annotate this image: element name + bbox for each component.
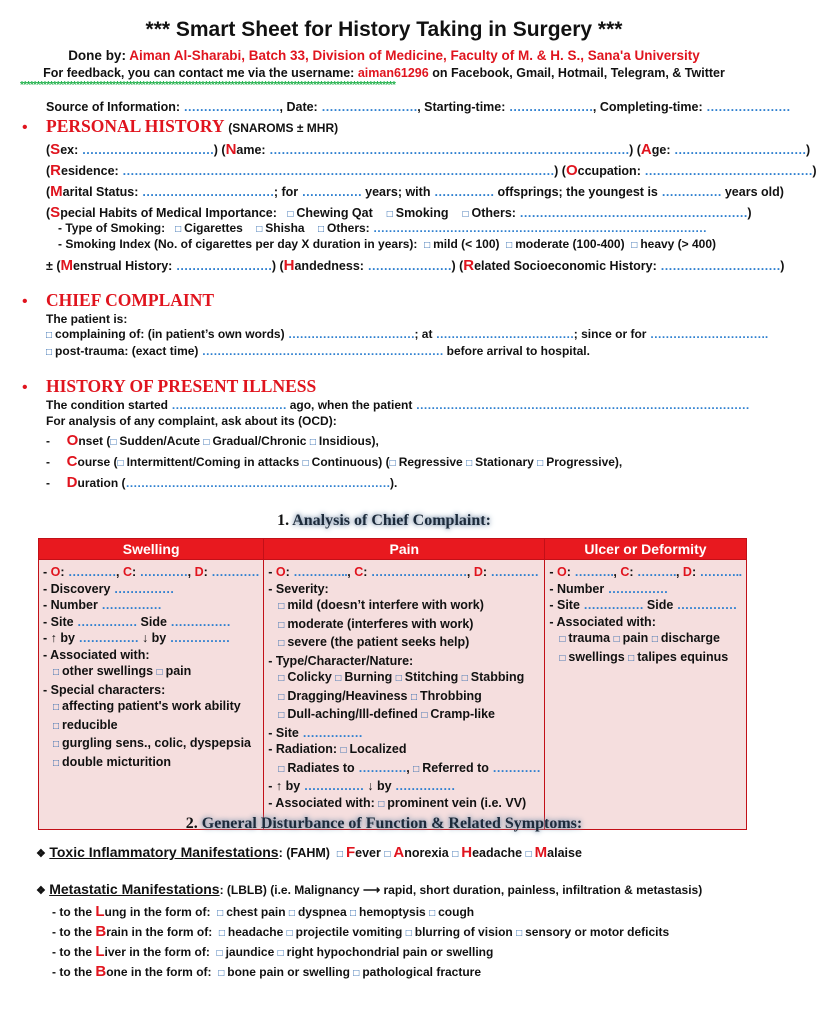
arrow-down-icon: ↓ — [367, 779, 374, 793]
checkbox-icon[interactable]: □ — [613, 634, 620, 645]
bone-label: one in the form of: — [106, 965, 212, 979]
author-name: Aiman Al-Sharabi, Batch 33, Division of Medicine, Faculty of M. & H. S., Sana'a University — [129, 48, 700, 63]
diamond-bullet-icon: ❖ — [36, 885, 46, 897]
residence-label: esidence: — [61, 164, 119, 178]
checkbox-icon[interactable]: □ — [110, 437, 117, 448]
brain-label: rain in the form of: — [106, 925, 213, 939]
checkbox-icon[interactable]: □ — [156, 667, 163, 678]
liver-pre: - to the — [52, 945, 92, 959]
menstrual-label: enstrual History: — [73, 259, 173, 273]
personal-heading-text: PERSONAL HISTORY — [46, 116, 224, 136]
checkbox-icon[interactable]: □ — [466, 458, 473, 469]
sudden-option: Sudden/Acute — [119, 434, 201, 448]
checkbox-icon[interactable]: □ — [53, 757, 60, 769]
checkbox-icon[interactable]: □ — [384, 849, 391, 860]
trauma-option: trauma — [568, 631, 611, 645]
patient-is-label: The patient is: — [46, 312, 128, 326]
checkbox-icon[interactable]: □ — [278, 638, 285, 649]
liver-line: - to the Liver in the form of: □ jaundice □ right hypochondrial pain or swelling — [52, 943, 494, 960]
pain-site: - Site — [268, 725, 299, 740]
dragging-option: Dragging/Heaviness — [287, 688, 408, 703]
dyspnea-option: dyspnea — [297, 905, 347, 919]
checkbox-icon[interactable]: □ — [452, 849, 459, 860]
bullet-icon: • — [22, 119, 28, 136]
checkbox-icon[interactable]: □ — [217, 908, 224, 919]
checkbox-icon[interactable]: □ — [278, 691, 285, 703]
arrow-down-icon: ↓ — [141, 631, 149, 645]
anorexia-option: norexia — [404, 846, 449, 860]
checkbox-icon[interactable]: □ — [288, 908, 295, 919]
general-number: 2. — [185, 815, 198, 832]
checkbox-icon[interactable]: □ — [218, 928, 225, 939]
course-line: - Course (□ Intermittent/Coming in attacks □ Continuous) (□ Regressive □ Stationary □ Progressive), — [46, 453, 623, 470]
checkbox-icon[interactable]: □ — [335, 673, 342, 684]
stationary-option: Stationary — [475, 455, 534, 469]
checkbox-icon[interactable]: □ — [651, 634, 658, 645]
duration-end: ). — [390, 476, 398, 490]
marital-old: years old) — [724, 185, 784, 199]
brain-pre: - to the — [52, 925, 92, 939]
smoking-index-line — [58, 237, 716, 251]
checkbox-icon[interactable]: □ — [287, 209, 294, 220]
column-ulcer: Ulcer or Deformity — [545, 539, 746, 560]
ask-ocd-line: For analysis of any complaint, ask about its (OCD): — [46, 414, 337, 428]
pain-severe-option: severe (the patient seeks help) — [287, 635, 470, 649]
checkbox-icon[interactable]: □ — [278, 763, 285, 775]
checkbox-icon[interactable]: □ — [429, 908, 436, 919]
checkbox-icon[interactable]: □ — [256, 224, 263, 235]
special-habits-line: (Special Habits of Medical Importance: □ Chewing Qat □ Smoking □ Others: …………………………………………………) — [46, 204, 752, 221]
cramp-option: Cramp-like — [430, 707, 496, 721]
pain-down-by: by — [376, 779, 392, 793]
jaundice-option: jaundice — [225, 945, 275, 959]
complaining-line: □ complaining of: (in patient’s own words) ……………………………; at ………………………………; since or for …………………………. — [46, 327, 768, 341]
swelling-down-by: by — [151, 631, 167, 645]
done-by-label: Done by: — [68, 48, 126, 63]
checkbox-icon[interactable]: □ — [386, 209, 393, 220]
handedness-label: andedness: — [294, 259, 364, 273]
checkbox-icon[interactable]: □ — [628, 652, 635, 664]
prominent-vein-option: prominent vein (i.e. VV) — [387, 795, 527, 810]
checkbox-icon[interactable]: □ — [117, 458, 124, 469]
checkbox-icon[interactable]: □ — [340, 745, 347, 756]
page-title: *** Smart Sheet for History Taking in Surgery *** — [145, 18, 623, 41]
type-of-smoking-line: - Type of Smoking: □ Cigarettes □ Shisha □ Others: …………………………………………………………………………… — [58, 221, 707, 235]
checkbox-icon[interactable]: □ — [53, 720, 60, 732]
chest-pain-option: chest pain — [226, 905, 286, 919]
ulcer-site: - Site — [549, 598, 580, 612]
sex-label: ex: — [60, 143, 79, 157]
feedback-pre: For feedback, you can contact me via the username: — [43, 66, 355, 80]
metastatic-note-2: rapid, short duration, painless, infiltration & metastasis) — [383, 883, 703, 897]
checkbox-icon[interactable]: □ — [278, 673, 285, 684]
others-option: Others: — [471, 206, 516, 220]
checkbox-icon[interactable]: □ — [46, 347, 53, 358]
pathological-fracture-option: pathological fracture — [362, 965, 481, 979]
swelling-pain-option: pain — [165, 664, 192, 678]
chief-complaint-heading: CHIEF COMPLAINT — [46, 290, 215, 310]
checkbox-icon[interactable]: □ — [317, 224, 324, 235]
marital-offsprings: offsprings; the youngest is — [497, 185, 658, 199]
bone-pre: - to the — [52, 965, 92, 979]
swelling-number: - Number — [43, 598, 98, 612]
insidious-option: Insidious), — [318, 434, 379, 448]
before-arrival-label: before arrival to hospital. — [446, 344, 590, 358]
gradual-option: Gradual/Chronic — [212, 434, 307, 448]
pain-cell: - O: ………….., C: ……………………, D: ………… - Severity: □ mild (doesn’t interfere with work) □ moderate (interferes with work) □ severe (the patient seeks help) - Type/Character/Nature: □ Colicky □ Burning □ Stitching □ Stabbing □ Dragging/Heaviness □ Throbbing □ Dull-aching/Ill-defined □ Cramp-like - Site …………… - Radiation: □ Localized □ Radiates to …………, □ Referred to ………… - ↑ by …………… ↓ by …………… - Associated with: □ prominent vein (i.e. VV) — [264, 560, 545, 830]
checkbox-icon[interactable]: □ — [389, 458, 396, 469]
hpi-heading: HISTORY OF PRESENT ILLNESS — [46, 376, 317, 396]
continuous-option: Continuous) ( — [311, 455, 390, 469]
lung-label: ung in the form of: — [104, 905, 211, 919]
analysis-title-text: Analysis of Chief Complaint: — [292, 512, 491, 529]
date-label: , Date: — [279, 100, 318, 114]
swelling-side: Side — [140, 614, 167, 629]
post-trauma-line: □ post-trauma: (exact time) ……………………………………………………… before arrival to hospital. — [46, 344, 590, 358]
lung-line: - to the Lung in the form of: □ chest pain □ dyspnea □ hemoptysis □ cough — [52, 903, 475, 920]
checkbox-icon[interactable]: □ — [277, 948, 284, 959]
heavy-option: heavy (> 400) — [640, 237, 717, 251]
arrow-up-icon: ↑ — [50, 631, 57, 645]
general-title-text: General Disturbance of Function & Related Symptoms: — [201, 815, 583, 832]
ulcer-number: - Number — [549, 581, 605, 596]
pain-type: - Type/Character/Nature: — [268, 653, 414, 668]
at-label: ; at — [414, 327, 433, 341]
feedback-post: on Facebook, Gmail, Hotmail, Telegram, & Twitter — [432, 66, 725, 80]
other-swellings-option: other swellings — [62, 664, 154, 678]
swelling-site: - Site — [43, 614, 74, 629]
started-label: The condition started — [46, 398, 169, 412]
ulcer-side: Side — [646, 598, 674, 612]
name-label: ame: — [236, 143, 266, 157]
analysis-number: 1. — [277, 512, 290, 529]
checkbox-icon[interactable]: □ — [218, 968, 225, 979]
condition-started-line: The condition started ………………………… ago, when the patient …………………………………………………………………………… — [46, 398, 750, 412]
column-swelling: Swelling — [39, 539, 264, 560]
divider-stars: ****************************************************************************************************************** — [20, 80, 396, 91]
pain-assoc: - Associated with: — [268, 795, 375, 810]
pain-mild-option: mild (doesn’t interfere with work) — [287, 598, 484, 612]
metastatic-line — [36, 881, 702, 897]
checkbox-icon[interactable]: □ — [559, 634, 566, 645]
source-line: Source of Information: ……………………, Date: ……………………, Starting-time: …………………, Completing-time: ………………… — [46, 100, 791, 114]
post-trauma-label: post-trauma: (exact time) — [55, 344, 199, 358]
personal-history-heading — [46, 116, 338, 137]
general-title — [0, 815, 768, 833]
marital-line: (Marital Status: ……………………………; for …………… years; with …………… offsprings; the youngest is …………… years old) — [46, 183, 784, 200]
pain-radiation: - Radiation: — [268, 742, 338, 756]
checkbox-icon[interactable]: □ — [378, 798, 385, 810]
checkbox-icon[interactable]: □ — [53, 667, 60, 678]
checkbox-icon[interactable]: □ — [46, 330, 53, 341]
feedback-username: aiman61296 — [357, 66, 429, 80]
checkbox-icon[interactable]: □ — [631, 240, 638, 251]
marital-label: arital Status: — [62, 185, 139, 199]
checkbox-icon[interactable]: □ — [559, 652, 566, 664]
swelling-up-by: by — [60, 631, 75, 645]
discharge-option: discharge — [660, 631, 720, 645]
chewing-qat-option: Chewing Qat — [296, 206, 373, 220]
bullet-icon: • — [22, 293, 28, 310]
bone-line: - to the Bone in the form of: □ bone pain or swelling □ pathological fracture — [52, 963, 481, 980]
blurring-vision-option: blurring of vision — [414, 925, 513, 939]
toxic-note: : (FAHM) — [278, 846, 330, 860]
swelling-cell: - O: …………, C: …………, D: ………… - Discovery …………… - Number …………… - Site …………… Side …………… - ↑ by …………… ↓ by …………… - Associated with: □ other swellings □ pain - Special characters: □ affecting patient's work ability □ reducible □ gurgling sens., colic, dyspepsia □ double micturition — [39, 560, 264, 830]
others-smoking-option: Others: — [327, 221, 370, 235]
checkbox-icon[interactable]: □ — [537, 458, 544, 469]
bone-pain-option: bone pain or swelling — [227, 965, 350, 979]
analysis-title — [0, 512, 768, 530]
projectile-vomiting-option: projectile vomiting — [295, 925, 403, 939]
ulcer-cell: - O: ………., C: ………., D: ……….. - Number …………… - Site …………… Side …………… - Associated with: □ trauma □ pain □ discharge □ swellings □ talipes equinus — [545, 560, 746, 830]
special-habits-label: pecial Habits of Medical Importance: — [60, 206, 277, 220]
duration-line: - Duration (……………………………………………………………). — [46, 474, 398, 491]
fever-option: ever — [355, 846, 381, 860]
sensory-motor-option: sensory or motor deficits — [525, 925, 670, 939]
hemoptysis-option: hemoptysis — [359, 905, 426, 919]
onset-line: - Onset (□ Sudden/Acute □ Gradual/Chronic □ Insidious), — [46, 432, 379, 449]
smoking-option: Smoking — [395, 206, 449, 220]
column-pain: Pain — [264, 539, 545, 560]
sex-name-age-line: (Sex: ……………………………) (Name: ………………………………………………………………………………) (Age: ……………………………) — [46, 141, 811, 158]
checkbox-icon[interactable]: □ — [413, 763, 420, 775]
complaining-label: complaining of: (in patient’s own words) — [55, 327, 285, 341]
checkbox-icon[interactable]: □ — [395, 673, 402, 684]
checkbox-icon[interactable]: □ — [175, 224, 182, 235]
arrow-right-icon: ⟶ — [362, 883, 381, 897]
checkbox-icon[interactable]: □ — [309, 437, 316, 448]
checkbox-icon[interactable]: □ — [516, 928, 523, 939]
cough-option: cough — [438, 905, 475, 919]
personal-heading-note: (SNAROMS ± MHR) — [228, 121, 339, 135]
colicky-option: Colicky — [287, 670, 332, 684]
checkbox-icon[interactable]: □ — [278, 710, 285, 721]
start-label: , Starting-time: — [417, 100, 506, 114]
duration-label: uration ( — [77, 476, 126, 490]
occupation-label: ccupation: — [577, 164, 641, 178]
type-smoking-label: - Type of Smoking: — [58, 221, 166, 235]
stitching-option: Stitching — [404, 670, 459, 684]
affecting-option: affecting patient's work ability — [62, 699, 241, 713]
checkbox-icon[interactable]: □ — [350, 908, 357, 919]
checkbox-icon[interactable]: □ — [278, 601, 285, 612]
pain-moderate-option: moderate (interferes with work) — [287, 616, 474, 631]
author-line — [0, 48, 768, 63]
ago-label: ago, when the patient — [289, 398, 413, 412]
checkbox-icon[interactable]: □ — [405, 928, 412, 939]
checkbox-icon[interactable]: □ — [216, 948, 223, 959]
marital-for: ; for — [273, 185, 299, 199]
onset-label: nset ( — [78, 434, 111, 448]
checkbox-icon[interactable]: □ — [506, 240, 513, 251]
metastatic-note: : (LBLB) (i.e. Malignancy — [219, 883, 360, 897]
checkbox-icon[interactable]: □ — [53, 702, 60, 713]
gurgling-option: gurgling sens., colic, dyspepsia — [62, 736, 251, 750]
pain-severity: - Severity: — [268, 581, 329, 596]
related-label: elated Socioeconomic History: — [474, 259, 657, 273]
checkbox-icon[interactable]: □ — [336, 849, 343, 860]
liver-label: iver in the form of: — [104, 945, 210, 959]
checkbox-icon[interactable]: □ — [424, 240, 431, 251]
brain-headache-option: headache — [227, 925, 284, 939]
double-micturition-option: double micturition — [62, 754, 172, 769]
reducible-option: reducible — [62, 717, 118, 732]
checkbox-icon[interactable]: □ — [462, 209, 469, 220]
analysis-table — [38, 538, 747, 830]
checkbox-icon[interactable]: □ — [461, 673, 468, 684]
swelling-discovery: - Discovery — [43, 581, 111, 596]
brain-line: - to the Brain in the form of: □ headache □ projectile vomiting □ blurring of vision □ sensory or motor deficits — [52, 923, 670, 940]
marital-years: years; with — [365, 185, 431, 199]
diamond-bullet-icon: ❖ — [36, 848, 46, 860]
dull-option: Dull-aching/Ill-defined — [287, 707, 418, 721]
metastatic-label: Metastatic Manifestations — [49, 881, 220, 897]
source-label: Source of Information: — [46, 100, 181, 114]
toxic-label: Toxic Inflammatory Manifestations — [49, 844, 279, 860]
swelling-assoc: - Associated with: — [43, 647, 150, 662]
checkbox-icon[interactable]: □ — [421, 710, 428, 721]
checkbox-icon[interactable]: □ — [525, 849, 532, 860]
referred-option: Referred to — [422, 760, 489, 775]
right-hypochondrial-option: right hypochondrial pain or swelling — [286, 945, 494, 959]
stabbing-option: Stabbing — [470, 670, 525, 684]
malaise-option: alaise — [547, 846, 582, 860]
checkbox-icon[interactable]: □ — [203, 437, 210, 448]
radiates-option: Radiates to — [287, 760, 355, 775]
checkbox-icon[interactable]: □ — [53, 739, 60, 750]
course-label: ourse ( — [77, 455, 118, 469]
checkbox-icon[interactable]: □ — [353, 968, 360, 979]
mild-option: mild (< 100) — [433, 237, 500, 251]
menstrual-line: ± (Menstrual History: ……………………) (Handedness: …………………) (Related Socioeconomic History: …………………………) — [46, 257, 785, 274]
age-label: ge: — [651, 143, 671, 157]
regressive-option: Regressive — [398, 455, 463, 469]
checkbox-icon[interactable]: □ — [302, 458, 309, 469]
ulcer-pain-option: pain — [622, 631, 649, 645]
since-label: ; since or for — [573, 327, 647, 341]
moderate-option: moderate (100-400) — [515, 237, 625, 251]
pain-up-by: by — [285, 779, 301, 793]
bullet-icon: • — [22, 379, 28, 396]
smoking-index-label: - Smoking Index (No. of cigarettes per day X duration in years): — [58, 237, 418, 251]
toxic-line: ❖ Toxic Inflammatory Manifestations: (FAHM) □ Fever □ Anorexia □ Headache □ Malaise — [36, 844, 582, 861]
ulcer-swellings-option: swellings — [568, 649, 625, 664]
ulcer-assoc: - Associated with: — [549, 614, 656, 629]
residence-occupation-line: (Residence: ………………………………………………………………………………………………) (Occupation: ……………………………………) — [46, 162, 817, 179]
throbbing-option: Throbbing — [420, 688, 482, 703]
swelling-special: - Special characters: — [43, 682, 166, 697]
checkbox-icon[interactable]: □ — [278, 619, 285, 631]
lung-pre: - to the — [52, 905, 92, 919]
progressive-option: Progressive), — [546, 455, 623, 469]
shisha-option: Shisha — [265, 221, 305, 235]
headache-option: eadache — [472, 846, 523, 860]
intermittent-option: Intermittent/Coming in attacks — [126, 455, 300, 469]
burning-option: Burning — [344, 670, 393, 684]
feedback-line — [0, 66, 768, 80]
localized-option: Localized — [349, 742, 407, 756]
checkbox-icon[interactable]: □ — [286, 928, 293, 939]
cigarettes-option: Cigarettes — [184, 221, 243, 235]
complete-label: , Completing-time: — [592, 100, 703, 114]
checkbox-icon[interactable]: □ — [410, 691, 418, 703]
talipes-option: talipes equinus — [637, 649, 729, 664]
arrow-up-icon: ↑ — [275, 779, 283, 793]
